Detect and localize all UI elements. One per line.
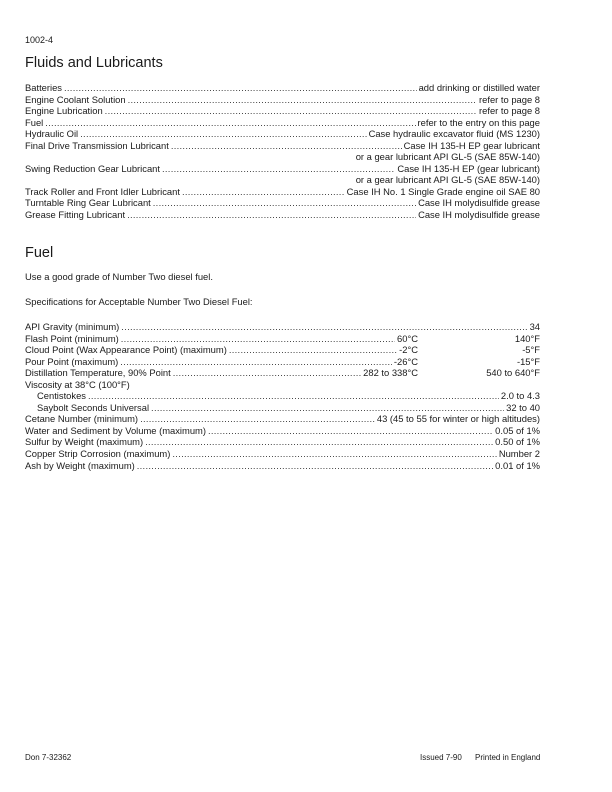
dot-leader [153,197,416,209]
spec-row [25,436,540,448]
spec-celsius: 60°C [397,332,418,344]
spec-row [25,344,540,356]
row-label: Swing Reduction Gear Lubricant [25,162,160,174]
spec-row [25,333,540,345]
spec-value: 0.01 of 1% [495,459,540,471]
spec-row [25,413,540,425]
row-continuation: or a gear lubricant API GL-5 (SAE 85W-140) [355,174,540,186]
spec-fahrenheit: 140°F [514,332,540,344]
spec-celsius: 282 to 338°C [363,367,418,379]
section-title-fluids: Fluids and Lubricants [25,55,163,71]
spec-heading: Specifications for Acceptable Number Two Diesel Fuel: [25,296,253,307]
spec-row [25,460,540,472]
row-value: Case IH 135-H EP (gear lubricant) [397,162,540,174]
lubricant-row [25,94,540,106]
row-label: Engine Lubrication [25,105,103,117]
spec-celsius: -26°C [393,355,418,367]
dot-leader [121,321,527,333]
dot-leader [127,209,416,221]
row-value: add drinking or distilled water [418,82,540,93]
spec-label: Cetane Number (minimum) [25,413,139,425]
lubricant-row [25,209,540,221]
row-label: Batteries [25,82,62,93]
row-value: refer to the entry on this page [417,116,540,128]
dot-leader [88,390,499,402]
spec-value: 2.0 to 4.3 [500,390,540,402]
row-label: Grease Fitting Lubricant [25,209,126,221]
issued-date: Issued 7-90 [420,753,462,762]
spec-value: 43 (45 to 55 for winter or high altitudes) [376,413,540,425]
row-value: Case IH molydisulfide grease [418,209,540,221]
dot-leader [140,413,375,425]
spec-row [25,390,540,402]
spec-label: Ash by Weight (maximum) [25,459,135,471]
spec-label: Centistokes [37,390,86,402]
row-label: Track Roller and Front Idler Lubricant [25,185,180,197]
spec-label: Viscosity at 38°C (100°F) [25,378,130,390]
spec-fahrenheit: -15°F [516,355,540,367]
dot-leader [120,356,392,368]
row-value: refer to page 8 [479,105,540,117]
printed-in: Printed in England [475,753,541,762]
lubricant-row [25,105,540,117]
dot-leader [80,128,366,140]
row-label: Turntable Ring Gear Lubricant [25,197,151,209]
row-value: Case IH No. 1 Single Grade engine oil SAE 80 [346,185,540,197]
lubricant-row [25,82,540,94]
dot-leader [229,344,397,356]
spec-label: Sulfur by Weight (maximum) [25,436,144,448]
spec-value: 0.05 of 1% [495,424,540,436]
dot-leader [64,82,417,94]
row-label: Fuel [25,116,44,128]
section-title-fuel: Fuel [25,245,54,261]
lubricant-row [25,186,540,198]
spec-label: API Gravity (minimum) [25,321,120,332]
spec-label: Pour Point (maximum) [25,355,119,367]
doc-number: Don 7-32362 [25,753,72,762]
row-continuation: or a gear lubricant API GL-5 (SAE 85W-140) [355,151,540,163]
lubricants-list [25,82,540,221]
spec-celsius: -2°C [399,344,418,356]
page-number: 1002-4 [25,35,54,45]
dot-leader [171,140,402,152]
fuel-intro: Use a good grade of Number Two diesel fuel. [25,271,213,282]
spec-row [25,321,540,333]
fuel-spec-list [25,321,540,471]
spec-label: Water and Sediment by Volume (maximum) [25,424,206,436]
dot-leader [151,402,504,414]
dot-leader [172,448,496,460]
dot-leader [208,425,493,437]
spec-row [25,367,540,379]
dot-leader [121,333,395,345]
row-label: Hydraulic Oil [25,128,79,140]
spec-value: 34 [529,321,540,332]
spec-label: Distillation Temperature, 90% Point [25,367,171,379]
row-value: refer to page 8 [479,93,540,105]
row-value: Case hydraulic excavator fluid (MS 1230) [368,128,540,140]
lubricant-row [25,163,540,175]
dot-leader [145,436,493,448]
spec-row [25,379,540,391]
spec-row [25,425,540,437]
dot-leader [137,460,493,472]
spec-label: Saybolt Seconds Universal [37,401,150,413]
row-label: Final Drive Transmission Lubricant [25,139,169,151]
spec-value: 0.50 of 1% [495,436,540,448]
spec-label: Copper Strip Corrosion (maximum) [25,448,171,460]
row-value: Case IH molydisulfide grease [418,197,540,209]
lubricant-row [25,140,540,152]
dot-leader [173,367,361,379]
spec-row [25,402,540,414]
dot-leader [162,163,395,175]
spec-label: Flash Point (minimum) [25,332,119,344]
row-label: Engine Coolant Solution [25,93,126,105]
dot-leader [182,186,345,198]
lubricant-row [25,197,540,209]
lubricant-row [25,128,540,140]
spec-label: Cloud Point (Wax Appearance Point) (maximum) [25,344,227,356]
spec-row [25,356,540,368]
dot-leader [105,105,477,117]
spec-value: Number 2 [498,448,540,460]
spec-value: 32 to 40 [506,401,540,413]
lubricant-row [25,117,540,129]
row-value: Case IH 135-H EP gear lubricant [403,139,540,151]
dot-leader [128,94,477,106]
spec-fahrenheit: 540 to 640°F [486,367,540,379]
spec-fahrenheit: -5°F [522,344,540,356]
dot-leader [45,117,415,129]
spec-row [25,448,540,460]
